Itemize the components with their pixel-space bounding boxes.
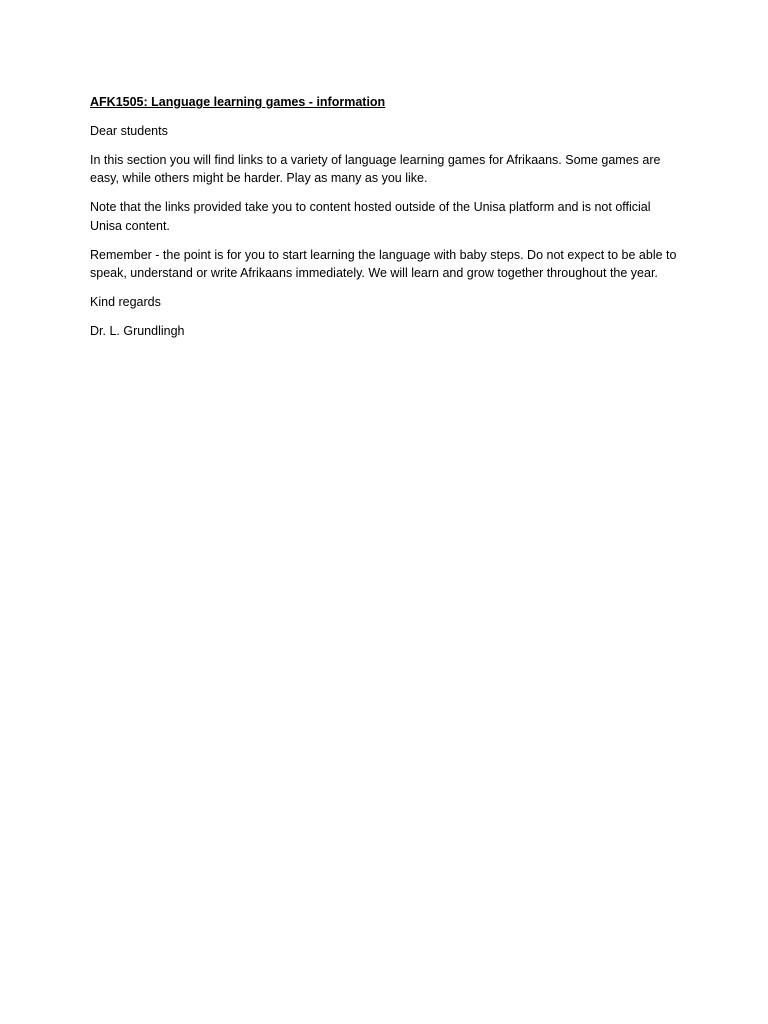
closing: Kind regards <box>90 295 161 309</box>
paragraph-note: Note that the links provided take you to content hosted outside of the Unisa platform and is not official Unisa content. <box>90 200 651 233</box>
salutation: Dear students <box>90 123 168 138</box>
paragraph-intro: In this section you will find links to a variety of language learning games for Afrikaans. Some games are easy, while others might be harder. Play as many as you like. <box>90 152 661 185</box>
signature: Dr. L. Grundlingh <box>90 324 185 338</box>
document-title: AFK1505: Language learning games - information <box>90 95 386 109</box>
document-body <box>90 93 682 351</box>
paragraph-remember: Remember - the point is for you to start learning the language with baby steps. Do not expect to be able to speak, understand or write Afrikaans immediately. We will learn and grow together throughout the year. <box>90 247 677 280</box>
